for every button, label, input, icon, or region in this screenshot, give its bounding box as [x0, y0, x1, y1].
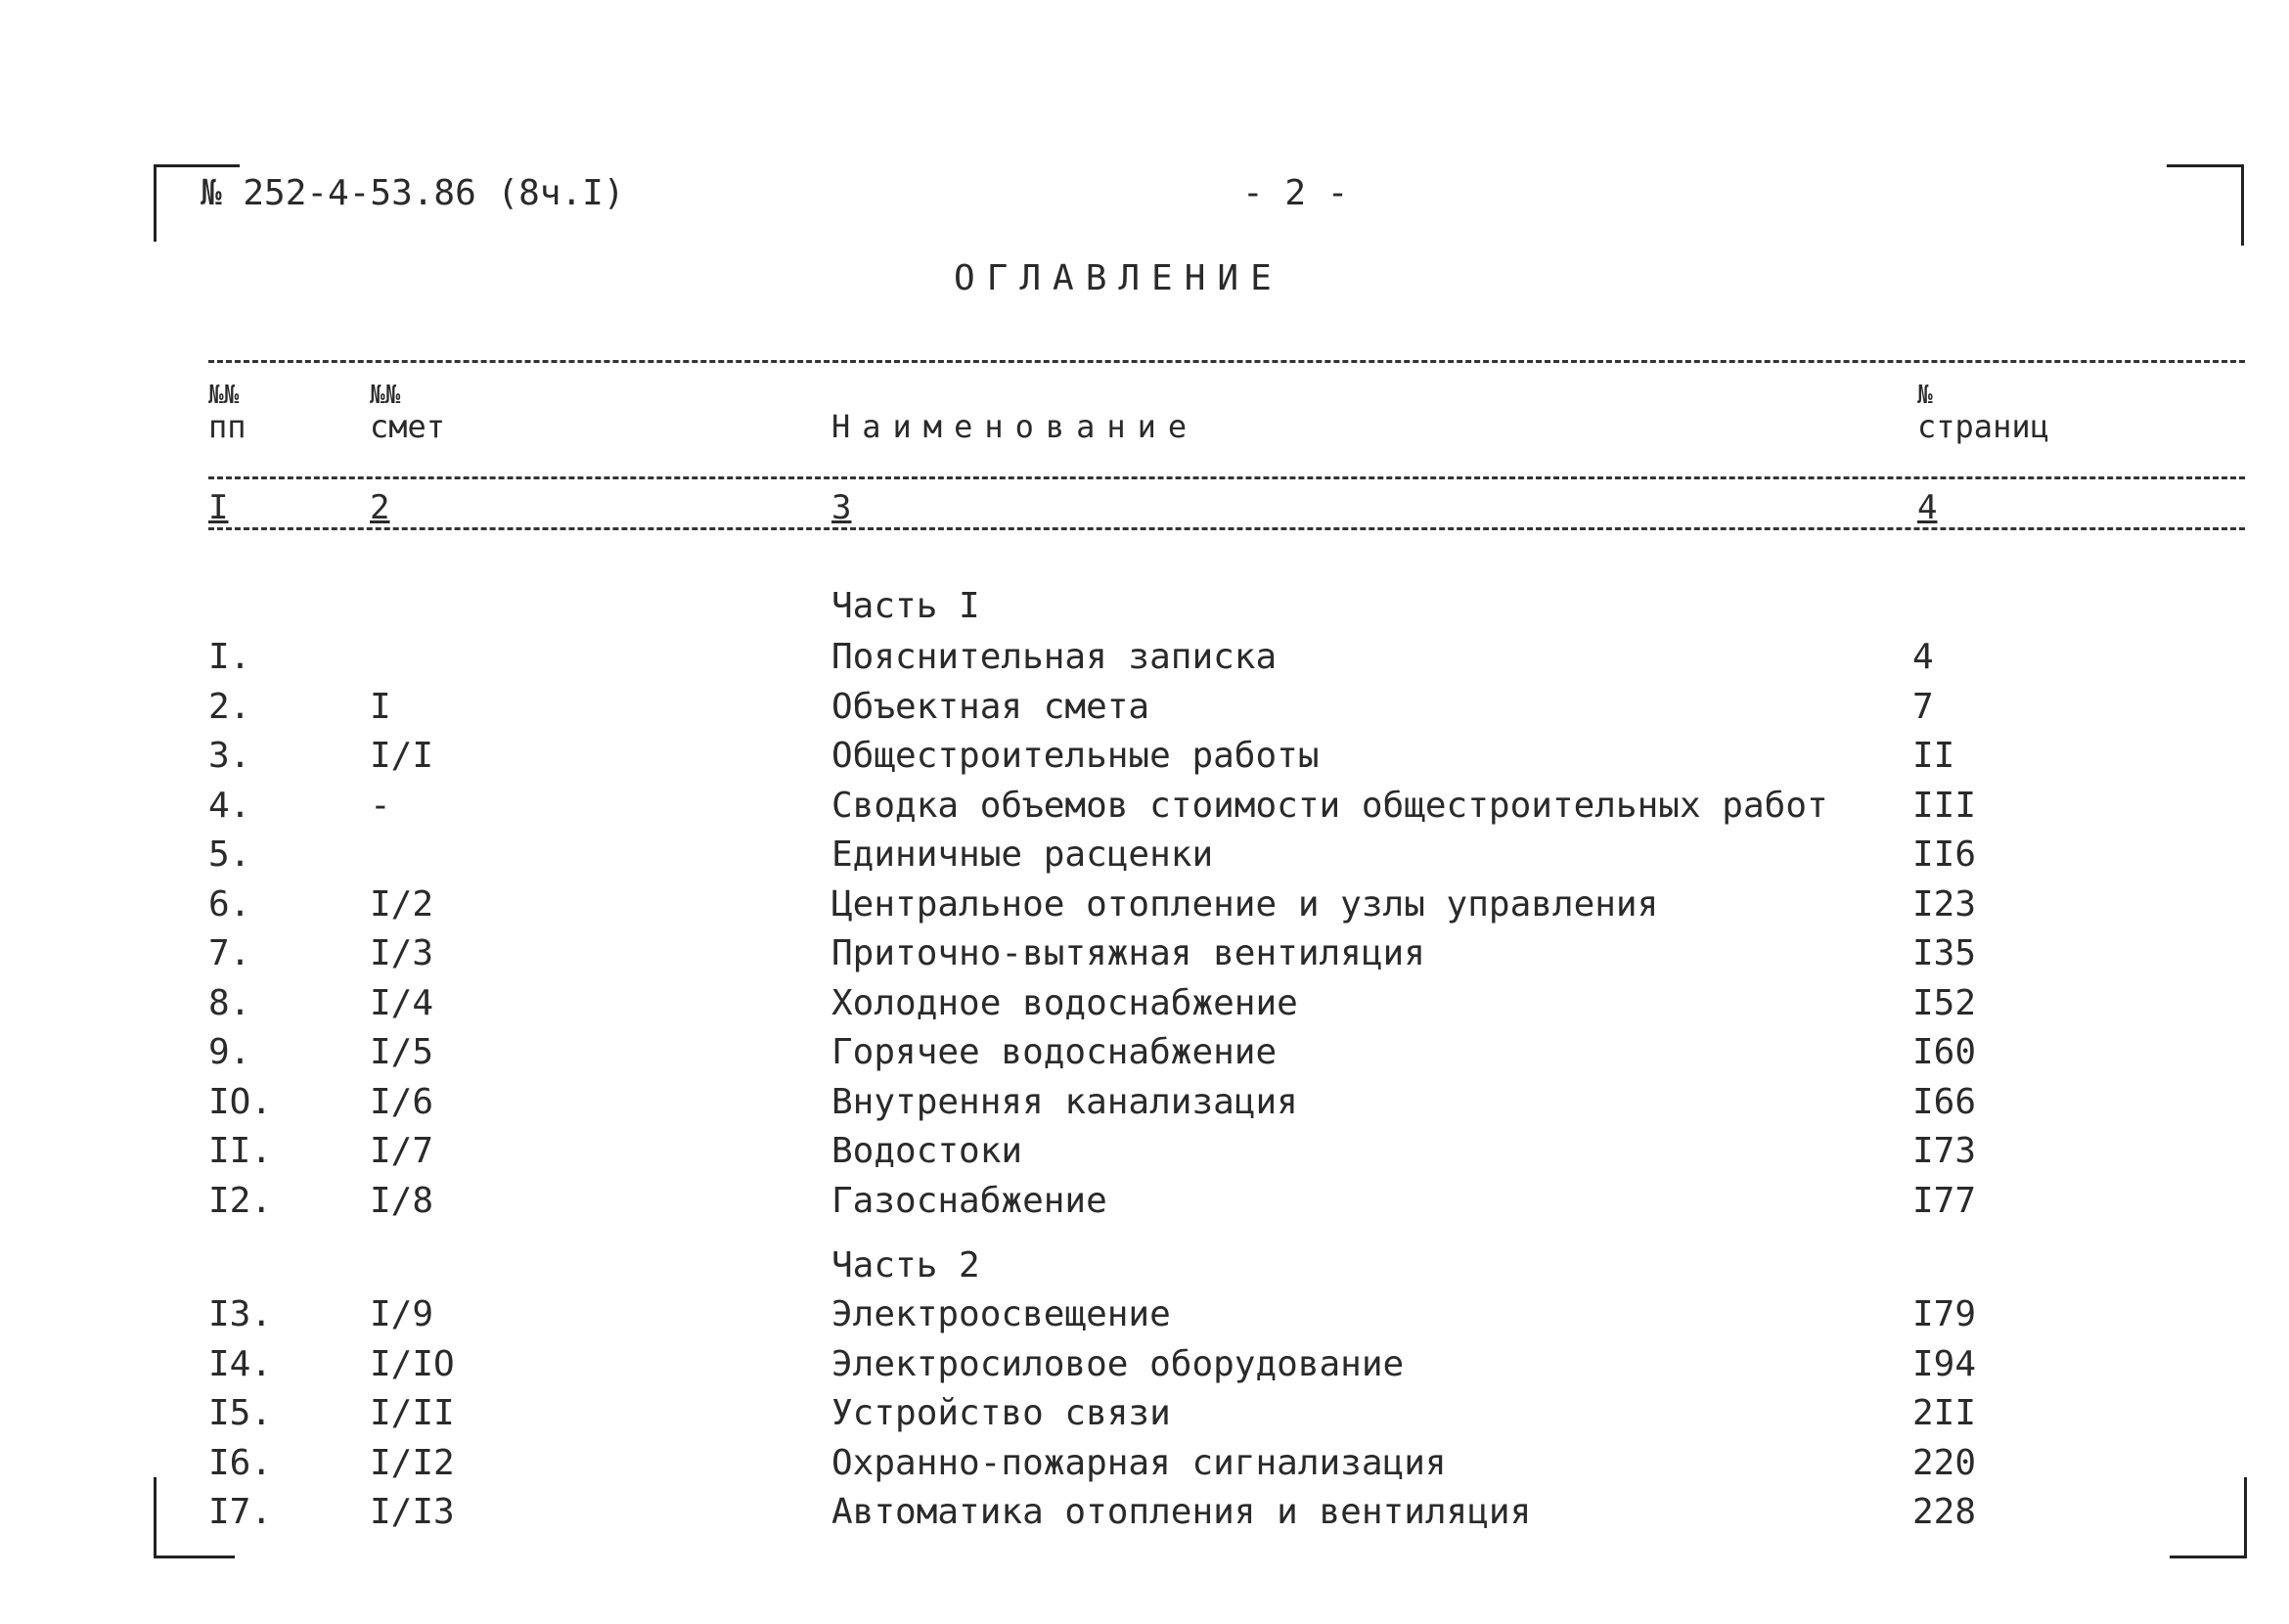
- item-name: Охранно-пожарная сигнализация: [831, 1442, 1447, 1483]
- item-page: I94: [1912, 1343, 1977, 1384]
- item-name: Внутренняя канализация: [831, 1081, 1298, 1122]
- table-rule-header: [208, 476, 2245, 479]
- estimate-number: -: [370, 785, 391, 826]
- list-item: [0, 980, 2289, 1027]
- item-page: 228: [1912, 1492, 1977, 1532]
- list-item: [0, 684, 2289, 731]
- header-page-mark: №: [1917, 381, 1933, 410]
- estimate-number: I/I2: [370, 1442, 455, 1483]
- item-page: I66: [1912, 1081, 1977, 1122]
- item-page: I73: [1912, 1131, 1977, 1171]
- estimate-number: I/6: [370, 1081, 434, 1122]
- item-number: 2.: [208, 686, 251, 727]
- header-pages: страниц: [1917, 408, 2049, 445]
- header-estimate: смет: [370, 408, 446, 445]
- item-number: IO.: [208, 1081, 273, 1122]
- item-number: 3.: [208, 736, 251, 776]
- header-num-mark: №№: [208, 381, 240, 410]
- header-name: Наименование: [831, 408, 1199, 445]
- item-name: Общестроительные работы: [831, 736, 1320, 776]
- item-page: 220: [1912, 1442, 1977, 1483]
- item-name: Устройство связи: [831, 1393, 1171, 1433]
- item-number: 4.: [208, 785, 251, 826]
- corner-mark-top-right: [2167, 164, 2244, 246]
- item-page: I77: [1912, 1180, 1977, 1221]
- list-item: [0, 1178, 2289, 1225]
- item-number: 6.: [208, 883, 251, 925]
- list-item: [0, 634, 2289, 681]
- item-page: II6: [1912, 835, 1977, 875]
- item-page: II: [1912, 736, 1955, 776]
- item-name: Автоматика отопления и вентиляция: [831, 1492, 1532, 1532]
- item-page: I35: [1912, 933, 1977, 973]
- item-name: Водостоки: [831, 1131, 1023, 1171]
- item-name: Приточно-вытяжная вентиляция: [831, 933, 1425, 973]
- document-number: № 252-4-53.86 (8ч.I): [201, 173, 625, 213]
- estimate-number: I/8: [370, 1180, 434, 1221]
- estimate-number: I/5: [370, 1032, 434, 1072]
- estimate-number: I/2: [370, 883, 434, 925]
- estimate-number: I/I: [370, 736, 434, 776]
- item-number: 7.: [208, 933, 251, 973]
- estimate-number: I/4: [370, 982, 434, 1023]
- item-number: I2.: [208, 1180, 273, 1221]
- list-item: [0, 1029, 2289, 1076]
- item-page: I60: [1912, 1032, 1977, 1072]
- estimate-number: I/7: [370, 1131, 434, 1171]
- item-name: Пояснительная записка: [831, 637, 1278, 677]
- item-number: II.: [208, 1131, 273, 1171]
- item-number: I.: [208, 637, 251, 677]
- estimate-number: I: [370, 686, 391, 727]
- estimate-number: I/IO: [370, 1343, 455, 1384]
- list-item: [0, 1489, 2289, 1536]
- list-item: [0, 1128, 2289, 1175]
- item-page: I23: [1912, 883, 1977, 925]
- item-number: 9.: [208, 1032, 251, 1072]
- item-number: I5.: [208, 1393, 273, 1433]
- item-page: 2II: [1912, 1393, 1977, 1433]
- column-number: 4: [1917, 488, 1938, 527]
- list-item: [0, 1291, 2289, 1338]
- estimate-number: I/3: [370, 933, 434, 973]
- item-name: Сводка объемов стоимости общестроительных работ: [831, 785, 1828, 826]
- item-page: 4: [1912, 637, 1934, 677]
- part-title: Часть I: [831, 586, 980, 626]
- table-rule-column-numbers: [208, 527, 2245, 530]
- column-number: 3: [831, 488, 852, 527]
- page-title: ОГЛАВЛЕНИЕ: [954, 258, 1283, 298]
- column-number: 2: [370, 488, 390, 527]
- item-number: 8.: [208, 982, 251, 1023]
- page-number: - 2 -: [1242, 173, 1349, 213]
- item-page: I52: [1912, 982, 1977, 1023]
- list-item: [0, 1079, 2289, 1126]
- item-number: 5.: [208, 835, 251, 875]
- item-number: I3.: [208, 1294, 273, 1334]
- item-page: I79: [1912, 1294, 1977, 1334]
- item-number: I4.: [208, 1343, 273, 1384]
- header-num: пп: [208, 408, 247, 445]
- list-item: [0, 1341, 2289, 1388]
- item-name: Центральное отопление и узлы управления: [831, 883, 1659, 925]
- item-name: Единичные расценки: [831, 835, 1214, 875]
- part-title: Часть 2: [831, 1245, 980, 1286]
- item-page: III: [1912, 785, 1977, 826]
- header-estimate-mark: №№: [370, 381, 401, 410]
- item-name: Холодное водоснабжение: [831, 982, 1298, 1023]
- list-item: [0, 783, 2289, 830]
- list-item: [0, 733, 2289, 780]
- item-name: Электроосвещение: [831, 1294, 1171, 1334]
- list-item: [0, 1390, 2289, 1437]
- item-name: Горячее водоснабжение: [831, 1032, 1278, 1072]
- estimate-number: I/I3: [370, 1492, 455, 1532]
- table-rule-top: [208, 360, 2245, 363]
- list-item: [0, 832, 2289, 879]
- estimate-number: I/II: [370, 1393, 455, 1433]
- item-name: Объектная смета: [831, 686, 1150, 727]
- item-name: Электросиловое оборудование: [831, 1343, 1405, 1384]
- item-number: I6.: [208, 1442, 273, 1483]
- item-number: I7.: [208, 1492, 273, 1532]
- estimate-number: I/9: [370, 1294, 434, 1334]
- item-name: Газоснабжение: [831, 1180, 1107, 1221]
- list-item: [0, 930, 2289, 977]
- list-item: [0, 1440, 2289, 1487]
- item-page: 7: [1912, 686, 1934, 727]
- column-number: I: [208, 488, 229, 527]
- list-item: [0, 881, 2289, 928]
